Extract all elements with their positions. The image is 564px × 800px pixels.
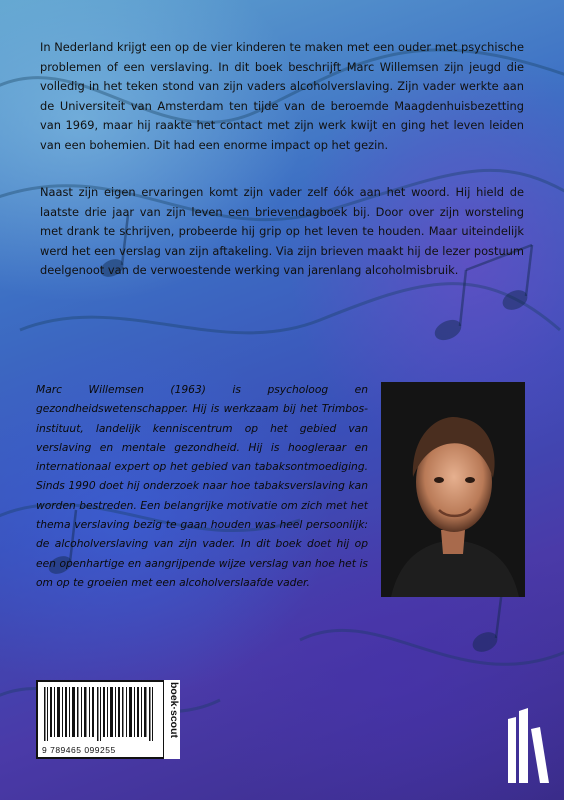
publisher-logo-strip (164, 680, 180, 759)
description-paragraph-2: Naast zijn eigen ervaringen komt zijn vader zelf óók aan het woord. Hij hield de laatste drie jaar van zijn leven een brievendagboek bij. Door over zijn worsteling met drank te schrijven, probeerde hij grip op het leven te houden. Maar uiteindelijk werd het een verslag van zijn aftakeling. Via zijn brieven maakt hij de lezer postuum deelgenoot van de verwoestende werking van jarenlang alcoholmisbruik. (40, 185, 524, 278)
barcode-lines (40, 685, 161, 743)
bookscout-stacked-logo-icon (505, 705, 551, 785)
author-portrait-icon (381, 382, 525, 597)
author-bio: Marc Willemsen (1963) is psycholoog en gezondheidswetenschapper. Hij is werkzaam bij het Trimbos-instituut, landelijk kenniscentrum op het gebied van verslaving en mentale gezondheid. Hij is hoogleraar en internationaal expert op het gebied van tabaksontmoediging. Sinds 1990 doet hij onderzoek naar hoe tabaksverslaving kan worden bestreden. Een belangrijke motivatie om zich met het thema verslaving bezig te gaan houden was heel persoonlijk: de alcoholverslaving van zijn vader. In dit boek doet hij op een openhartige en aangrijpende wijze verslag van hoe het is om op te groeien met een alcoholverslaafde vader. (36, 383, 368, 589)
isbn-barcode (36, 680, 165, 759)
description-paragraph-1: In Nederland krijgt een op de vier kinderen te maken met een ouder met psychische problemen of een verslaving. In dit boek beschrijft Marc Willemsen zijn jeugd die volledig in het teken stond van zijn vaders alcoholverslaving. Zijn vader werkte aan de Universiteit van Amsterdam ten tijde van de beroemde Maagdenhuisbezetting van 1969, maar hij raakte het contact met zijn werk kwijt en ging het leven leiden van een bohemien. Dit had een enorme impact op het gezin. (40, 40, 524, 152)
author-photo (381, 382, 525, 597)
isbn-number: 9 789465 099255 (42, 745, 116, 755)
publisher-logo: boek·scout (168, 682, 180, 739)
